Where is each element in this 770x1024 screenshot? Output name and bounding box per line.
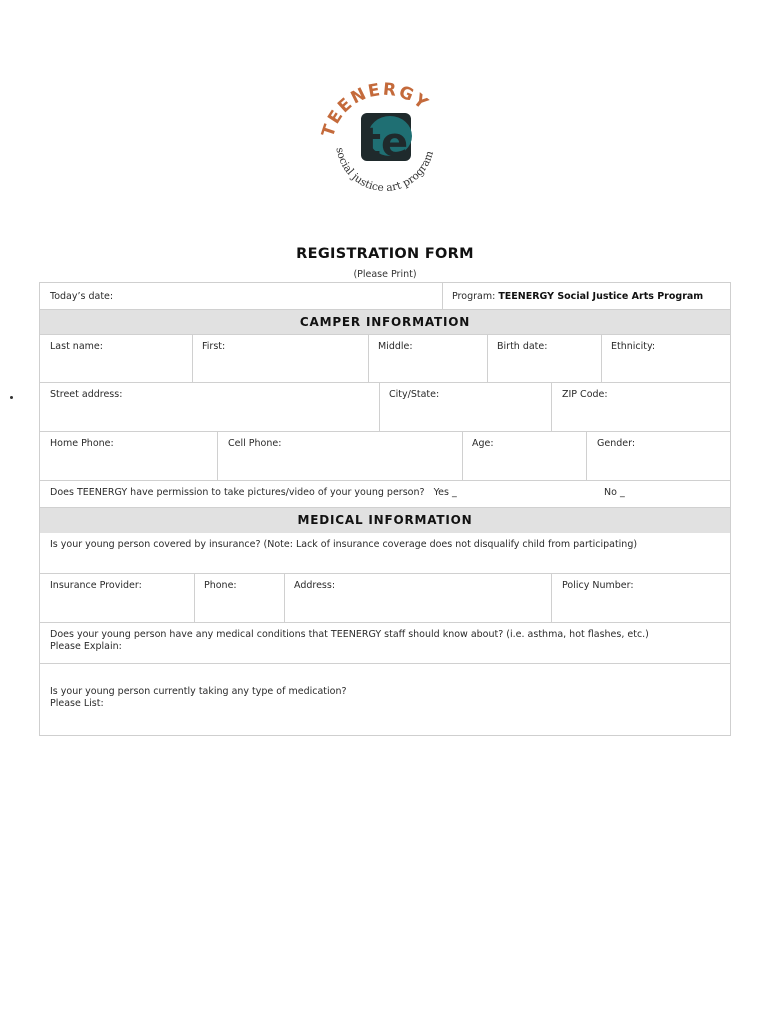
cell-phone-label: Cell Phone: <box>228 438 282 449</box>
medical-conditions-question: Does your young person have any medical conditions that TEENERGY staff should know about? (i.e. asthma, hot flashes, etc.) <box>50 629 649 640</box>
logo-tagline: social justice art program <box>333 146 437 195</box>
last-name-label: Last name: <box>50 341 103 352</box>
margin-dot <box>10 396 13 399</box>
birth-date-label: Birth date: <box>497 341 548 352</box>
photo-permission-no[interactable]: No _ <box>604 487 625 498</box>
medication-question: Is your young person currently taking any type of medication? <box>50 686 347 697</box>
camper-information-heading: CAMPER INFORMATION <box>40 310 730 334</box>
city-state-label: City/State: <box>389 389 440 400</box>
program-value: TEENERGY Social Justice Arts Program <box>498 291 704 302</box>
policy-number-label: Policy Number: <box>562 580 634 591</box>
photo-permission-text: Does TEENERGY have permission to take pictures/video of your young person? <box>50 487 425 498</box>
program-label: Program: <box>452 291 496 302</box>
logo-arc-text: TEENERGY <box>318 79 433 140</box>
photo-permission-question <box>50 487 457 499</box>
first-name-label: First: <box>202 341 226 352</box>
insurance-phone-label: Phone: <box>204 580 237 591</box>
insurance-provider-label: Insurance Provider: <box>50 580 142 591</box>
gender-label: Gender: <box>597 438 636 449</box>
photo-permission-yes[interactable]: Yes _ <box>433 487 457 498</box>
insurance-question: Is your young person covered by insurance? (Note: Lack of insurance coverage does not disqualify child from participating) <box>50 539 638 550</box>
form-subtitle: (Please Print) <box>353 269 417 280</box>
registration-form <box>39 282 731 736</box>
middle-name-label: Middle: <box>378 341 413 352</box>
logo-monogram <box>361 113 412 166</box>
logo-monogram-text: te <box>361 120 409 166</box>
street-address-label: Street address: <box>50 389 123 400</box>
teenergy-logo <box>318 78 452 212</box>
home-phone-label: Home Phone: <box>50 438 114 449</box>
please-list-label: Please List: <box>50 698 104 709</box>
insurance-address-label: Address: <box>294 580 336 591</box>
ethnicity-label: Ethnicity: <box>611 341 656 352</box>
program-field <box>452 291 703 303</box>
medical-information-heading: MEDICAL INFORMATION <box>40 508 730 533</box>
form-title: REGISTRATION FORM <box>296 246 474 262</box>
age-label: Age: <box>472 438 494 449</box>
todays-date-label: Today’s date: <box>50 291 114 302</box>
zip-code-label: ZIP Code: <box>562 389 608 400</box>
please-explain-label: Please Explain: <box>50 641 122 652</box>
